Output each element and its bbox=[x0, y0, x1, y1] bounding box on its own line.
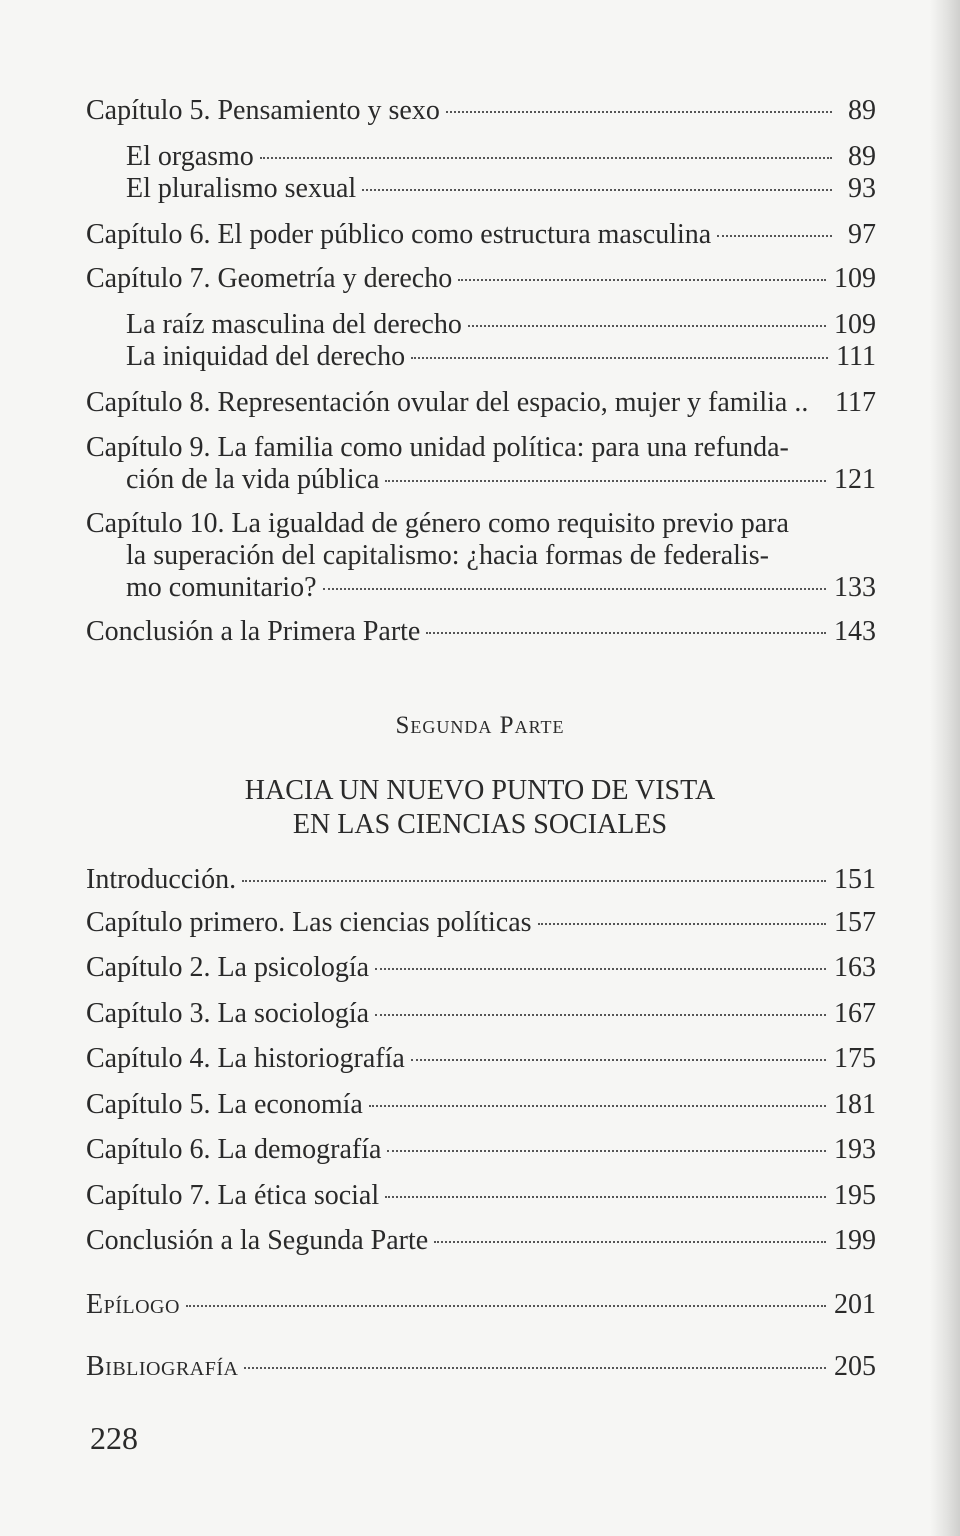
leader-dots bbox=[446, 110, 832, 113]
toc-entry-label: La raíz masculina del derecho bbox=[126, 309, 462, 340]
toc-subentry[interactable] bbox=[86, 341, 876, 373]
toc-entry-last-line bbox=[86, 572, 876, 604]
toc-entry[interactable] bbox=[86, 387, 876, 419]
toc-entry-page: 175 bbox=[834, 1043, 876, 1074]
leader-dots bbox=[375, 967, 826, 970]
toc-entry-label: Capítulo 5. La economía bbox=[86, 1089, 363, 1120]
toc-entry-label: Epílogo bbox=[86, 1289, 180, 1320]
toc-entry-page: 133 bbox=[834, 572, 876, 603]
toc-entry-page: 195 bbox=[834, 1180, 876, 1211]
part-title bbox=[0, 774, 960, 842]
toc-entry-page: 89 bbox=[848, 95, 876, 126]
leader-dots bbox=[375, 1013, 826, 1016]
toc-entry-page: 111 bbox=[836, 341, 876, 372]
toc-entry-page: 97 bbox=[848, 219, 876, 250]
part-title-line: EN LAS CIENCIAS SOCIALES bbox=[292, 809, 668, 840]
toc-entry-label: ción de la vida pública bbox=[126, 464, 380, 495]
toc-entry-label: Bibliografía bbox=[86, 1351, 239, 1382]
toc-entry-page: 89 bbox=[848, 141, 876, 172]
toc-entry-line: Capítulo 9. La familia como unidad política: para una refunda- bbox=[86, 432, 789, 463]
toc-entry-page: 199 bbox=[834, 1225, 876, 1256]
toc-entry[interactable] bbox=[86, 998, 876, 1030]
leader-dots bbox=[426, 631, 826, 634]
leader-dots bbox=[411, 1058, 826, 1061]
toc-entry-epilogue[interactable] bbox=[86, 1289, 876, 1321]
leader-dots bbox=[369, 1104, 826, 1107]
toc-entry-page: 93 bbox=[848, 173, 876, 204]
toc-entry-page: 109 bbox=[834, 263, 876, 294]
toc-entry-label: Capítulo 5. Pensamiento y sexo bbox=[86, 95, 440, 126]
toc-entry-page: 163 bbox=[834, 952, 876, 983]
leader-dots bbox=[323, 587, 826, 590]
toc-entry-label: El orgasmo bbox=[126, 141, 254, 172]
leader-dots bbox=[186, 1304, 826, 1307]
toc-entry-page: 117 bbox=[835, 387, 876, 418]
toc-entry-label: Conclusión a la Segunda Parte bbox=[86, 1225, 429, 1256]
leader-dots bbox=[244, 1366, 826, 1369]
toc-entry[interactable] bbox=[86, 1043, 876, 1075]
toc-entry-page: 193 bbox=[834, 1134, 876, 1165]
toc-entry-label: La iniquidad del derecho bbox=[126, 341, 406, 372]
toc-entry-page: 205 bbox=[834, 1351, 876, 1382]
toc-entry-page: 151 bbox=[834, 864, 876, 895]
leader-dots bbox=[458, 278, 826, 281]
toc-entry-last-line bbox=[86, 464, 876, 496]
toc-entry-label: mo comunitario? bbox=[126, 572, 317, 603]
toc-entry[interactable] bbox=[86, 864, 876, 896]
toc-entry-page: 143 bbox=[834, 616, 876, 647]
toc-entry-chapter-9[interactable] bbox=[86, 432, 876, 496]
toc-entry[interactable] bbox=[86, 1089, 876, 1121]
page-edge-shadow bbox=[930, 0, 960, 1536]
toc-entry[interactable] bbox=[86, 219, 876, 251]
leader-dots bbox=[387, 1149, 826, 1152]
toc-entry[interactable] bbox=[86, 95, 876, 127]
toc-entry-label: Introducción. bbox=[86, 864, 237, 895]
toc-entry-label: El pluralismo sexual bbox=[126, 173, 357, 204]
toc-entry[interactable] bbox=[86, 1180, 876, 1212]
part-heading: Segunda Parte bbox=[395, 712, 565, 739]
toc-entry[interactable] bbox=[86, 907, 876, 939]
page-number: 228 bbox=[90, 1420, 138, 1456]
leader-dots bbox=[242, 879, 826, 882]
toc-entry[interactable] bbox=[86, 952, 876, 984]
toc-entry[interactable] bbox=[86, 1134, 876, 1166]
toc-entry-label: Capítulo 8. Representación ovular del espacio, mujer y familia .. bbox=[86, 387, 809, 418]
toc-entry-chapter-10[interactable] bbox=[86, 508, 876, 604]
toc-entry-page: 157 bbox=[834, 907, 876, 938]
toc-entry-line: Capítulo 10. La igualdad de género como requisito previo para bbox=[86, 508, 789, 539]
toc-entry-page: 121 bbox=[834, 464, 876, 495]
leader-dots bbox=[538, 922, 826, 925]
toc-entry[interactable] bbox=[86, 263, 876, 295]
toc-subentry[interactable] bbox=[86, 309, 876, 341]
toc-subentry[interactable] bbox=[86, 141, 876, 173]
toc-entry-label: Capítulo 6. El poder público como estructura masculina bbox=[86, 219, 712, 250]
leader-dots bbox=[468, 324, 826, 327]
toc-entry-conclusion-part-2[interactable] bbox=[86, 1225, 876, 1257]
toc-entry-label: Capítulo 4. La historiografía bbox=[86, 1043, 405, 1074]
toc-entry-bibliography[interactable] bbox=[86, 1351, 876, 1383]
part-title-line: HACIA UN NUEVO PUNTO DE VISTA bbox=[244, 775, 716, 806]
toc-entry-page: 201 bbox=[834, 1289, 876, 1320]
leader-dots bbox=[385, 479, 826, 482]
toc-entry-line: la superación del capitalismo: ¿hacia formas de federalis- bbox=[126, 540, 769, 571]
toc-entry-page: 167 bbox=[834, 998, 876, 1029]
toc-entry-page: 109 bbox=[834, 309, 876, 340]
leader-dots bbox=[411, 356, 828, 359]
leader-dots bbox=[434, 1240, 826, 1243]
toc-entry-label: Conclusión a la Primera Parte bbox=[86, 616, 421, 647]
leader-dots bbox=[717, 234, 832, 237]
leader-dots bbox=[385, 1195, 826, 1198]
toc-entry-label: Capítulo 7. Geometría y derecho bbox=[86, 263, 453, 294]
toc-entry-label: Capítulo primero. Las ciencias políticas bbox=[86, 907, 532, 938]
leader-dots bbox=[260, 156, 832, 159]
toc-subentry[interactable] bbox=[86, 173, 876, 205]
leader-dots bbox=[362, 188, 832, 191]
toc-entry-page: 181 bbox=[834, 1089, 876, 1120]
toc-entry-conclusion-part-1[interactable] bbox=[86, 616, 876, 648]
toc-entry-label: Capítulo 7. La ética social bbox=[86, 1180, 380, 1211]
toc-entry-label: Capítulo 3. La sociología bbox=[86, 998, 370, 1029]
toc-entry-label: Capítulo 6. La demografía bbox=[86, 1134, 382, 1165]
toc-entry-label: Capítulo 2. La psicología bbox=[86, 952, 370, 983]
